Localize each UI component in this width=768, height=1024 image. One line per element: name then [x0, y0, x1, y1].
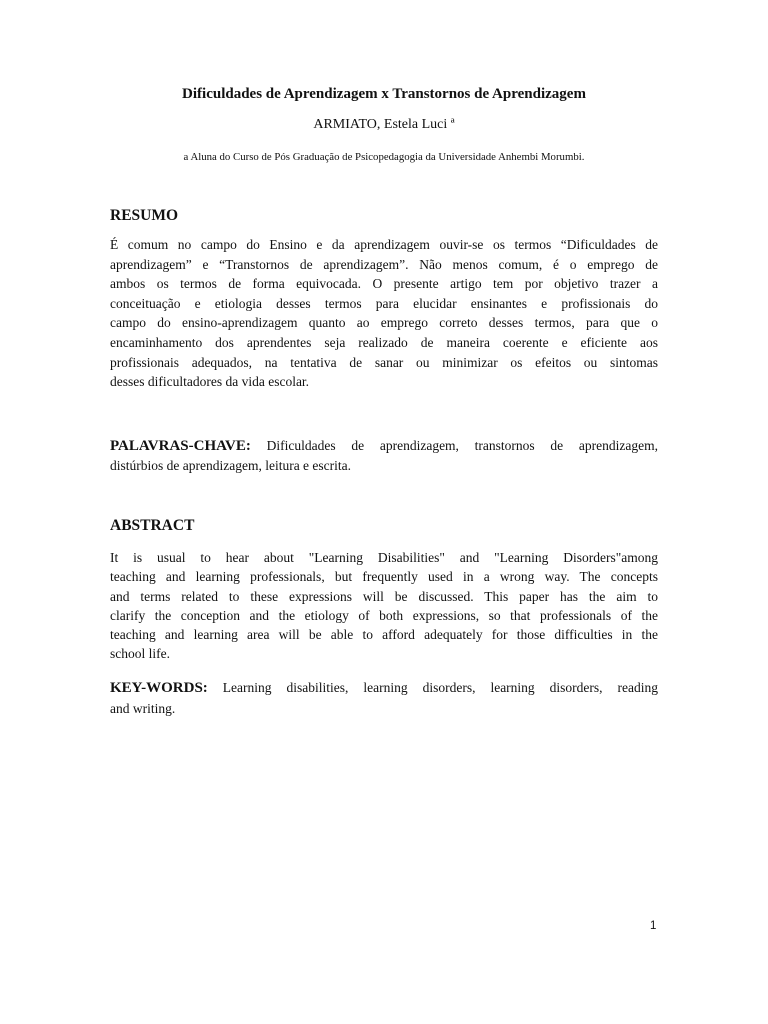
resumo-line: campo do ensino-aprendizagem quanto ao emprego correto desses termos, para que o [110, 315, 658, 331]
abstract-line: teaching and learning area will be able to afford adequately for those difficulties in the [110, 627, 658, 643]
page-number: 1 [650, 920, 657, 932]
abstract-line: It is usual to hear about "Learning Disabilities" and "Learning Disorders"among [110, 550, 658, 565]
key-words-text: Learning disabilities, learning disorders, learning disorders, reading [222, 680, 659, 695]
key-words-line: and writing. [110, 700, 176, 716]
resumo-line: profissionais adequados, na tentativa de sanar ou minimizar os efeitos ou sintomas [110, 354, 658, 370]
paper-title: Dificuldades de Aprendizagem x Transtornos de Aprendizagem [182, 86, 586, 102]
resumo-line: conceituação e etiologia desses termos para elucidar ensinantes e profissionais do [110, 295, 658, 311]
resumo-line: encaminhamento dos aprendentes seja realizado de maneira coerente e eficiente aos [110, 334, 658, 350]
abstract-line: school life. [110, 646, 170, 662]
resumo-line: aprendizagem” e “Transtornos de aprendizagem”. Não menos comum, é o emprego de [110, 256, 658, 272]
key-words-label: KEY-WORDS: [110, 680, 208, 696]
palavras-chave-label: PALAVRAS-CHAVE: [110, 438, 251, 454]
abstract-heading: ABSTRACT [110, 517, 195, 534]
affiliation-line: a Aluna do Curso de Pós Graduação de Psicopedagogia da Universidade Anhembi Morumbi. [183, 151, 585, 163]
resumo-heading: RESUMO [110, 207, 179, 224]
palavras-chave-section [110, 436, 658, 476]
resumo-body [110, 235, 658, 392]
author-line: ARMIATO, Estela Luci ª [313, 117, 455, 132]
key-words-line [110, 678, 658, 699]
key-words-section [110, 678, 658, 718]
abstract-line: teaching and learning professionals, but frequently used in a wrong way. The concepts [110, 569, 658, 585]
palavras-chave-text: Dificuldades de aprendizagem, transtornos de aprendizagem, [266, 438, 659, 453]
resumo-line: desses dificultadores da vida escolar. [110, 374, 310, 390]
palavras-chave-line [110, 436, 658, 456]
abstract-line: clarify the conception and the etiology of both expressions, so that professionals of the [110, 607, 658, 623]
abstract-line: and terms related to these expressions will be discussed. This paper has the aim to [110, 588, 658, 604]
resumo-line: ambos os termos de forma equivocada. O presente artigo tem por objetivo trazer a [110, 276, 658, 292]
abstract-body [110, 548, 658, 664]
palavras-chave-line: distúrbios de aprendizagem, leitura e escrita. [110, 458, 352, 473]
resumo-line: É comum no campo do Ensino e da aprendizagem ouvir-se os termos “Dificuldades de [110, 237, 658, 252]
